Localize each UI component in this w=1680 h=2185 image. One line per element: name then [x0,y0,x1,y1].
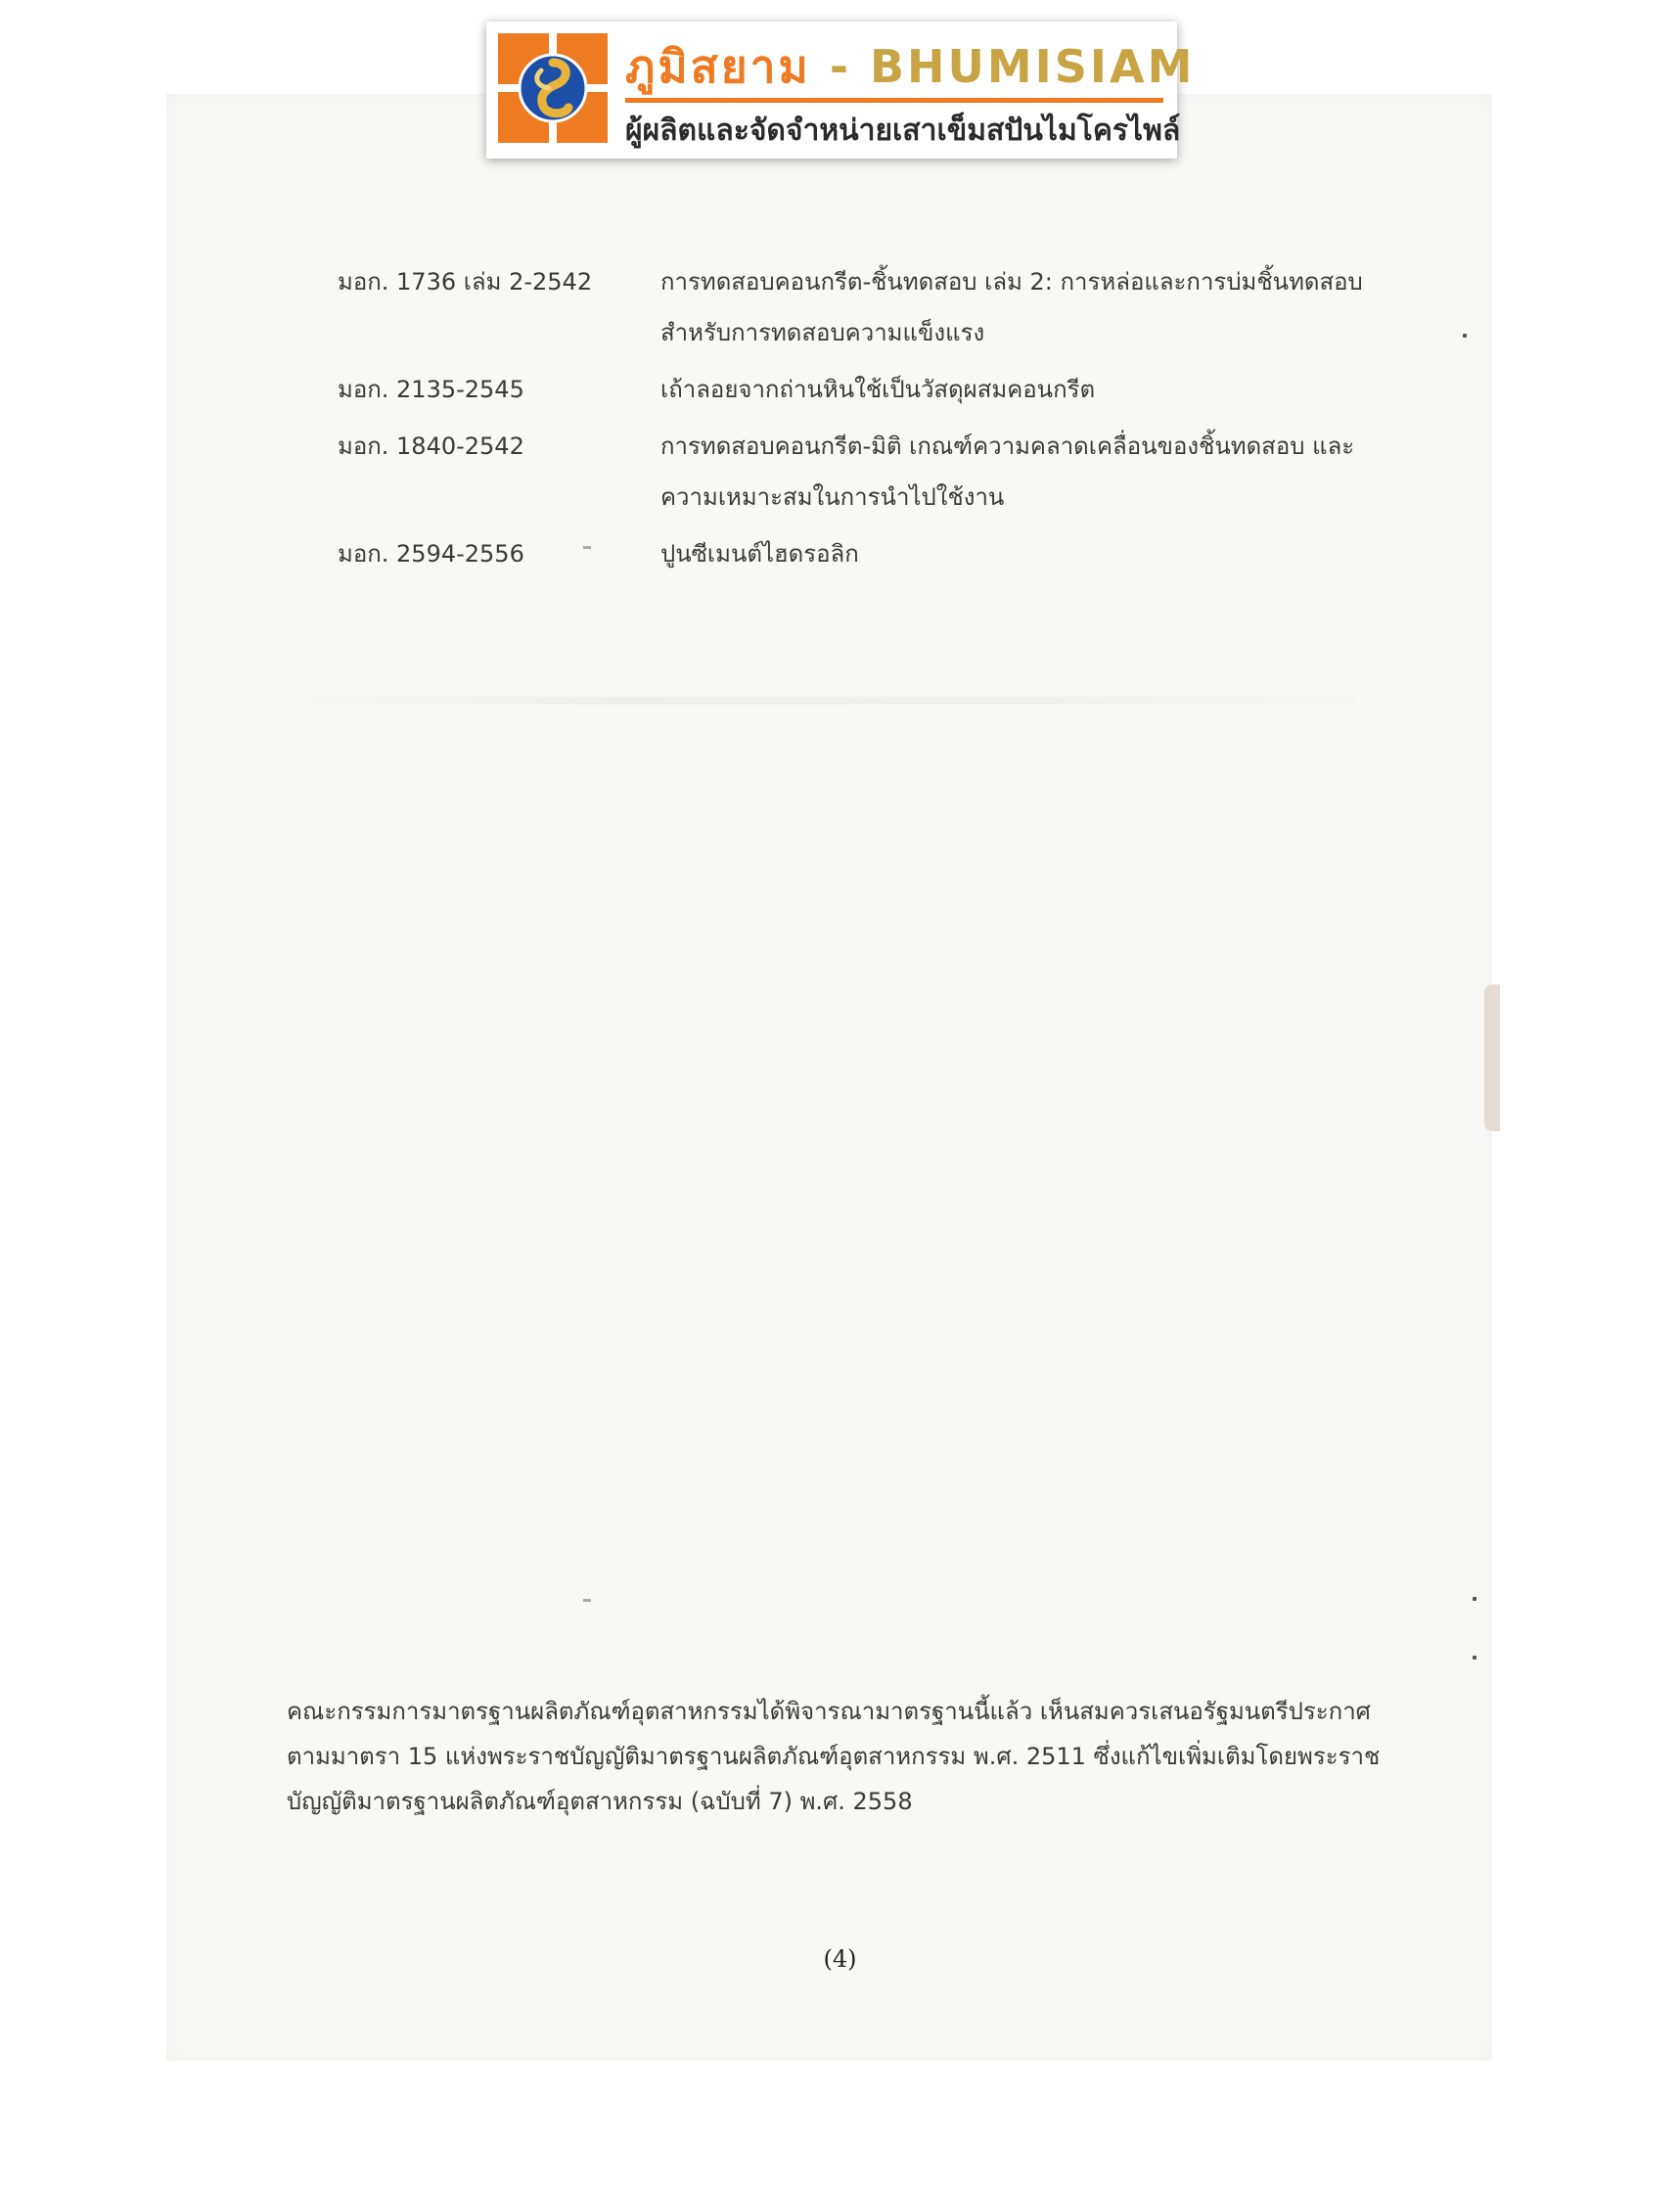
logo-title [625,31,1195,103]
logo-subtitle: ผู้ผลิตและจัดจำหน่ายเสาเข็มสปันไมโครไพล์ [625,114,1181,148]
reference-row [338,421,1394,523]
logo-title-thai: ภูมิสยาม [625,40,811,93]
reference-code: มอก. 2135-2545 [338,376,524,403]
scan-dot [1473,1656,1476,1660]
reference-row [338,256,1394,358]
scan-smudge [284,697,1380,705]
reference-code: มอก. 1840-2542 [338,432,524,460]
reference-code: มอก. 2594-2556 [338,540,524,568]
logo-title-latin: BHUMISIAM [869,40,1196,93]
scan-mark [583,1599,591,1602]
reference-row [338,364,1394,415]
bhumisiam-emblem-icon [498,33,608,143]
reference-title: การทดสอบคอนกรีต-มิติ เกณฑ์ความคลาดเคลื่อนของชิ้นทดสอบ และความเหมาะสมในการนำไปใช้งาน [660,432,1355,511]
logo-divider [625,98,1163,103]
standards-reference-list [338,256,1394,585]
scan-dot [1463,334,1467,338]
reference-title: เถ้าลอยจากถ่านหินใช้เป็นวัสดุผสมคอนกรีต [660,376,1096,403]
committee-notice: คณะกรรมการมาตรฐานผลิตภัณฑ์อุตสาหกรรมได้พิจารณามาตรฐานนี้แล้ว เห็นสมควรเสนอรัฐมนตรีประกาศตามมาตรา 15 แห่งพระราชบัญญัติมาตรฐานผลิตภัณฑ์อุตสาหกรรม พ.ศ. 2511 ซึ่งแก้ไขเพิ่มเติมโดยพระราชบัญญัติมาตรฐานผลิตภัณฑ์อุตสาหกรรม (ฉบับที่ 7) พ.ศ. 2558 [287,1698,1381,1815]
scan-stain [1484,984,1500,1131]
reference-title: การทดสอบคอนกรีต-ชิ้นทดสอบ เล่ม 2: การหล่อและการบ่มชิ้นทดสอบสำหรับการทดสอบความแข็งแรง [660,268,1363,346]
reference-row [338,528,1394,579]
reference-code: มอก. 1736 เล่ม 2-2542 [338,268,593,296]
company-logo [486,22,1196,159]
logo-title-separator: - [829,40,851,93]
reference-title: ปูนซีเมนต์ไฮดรอลิก [660,540,859,568]
scan-dot [1473,1597,1476,1601]
page-number: (4) [823,1945,857,1973]
